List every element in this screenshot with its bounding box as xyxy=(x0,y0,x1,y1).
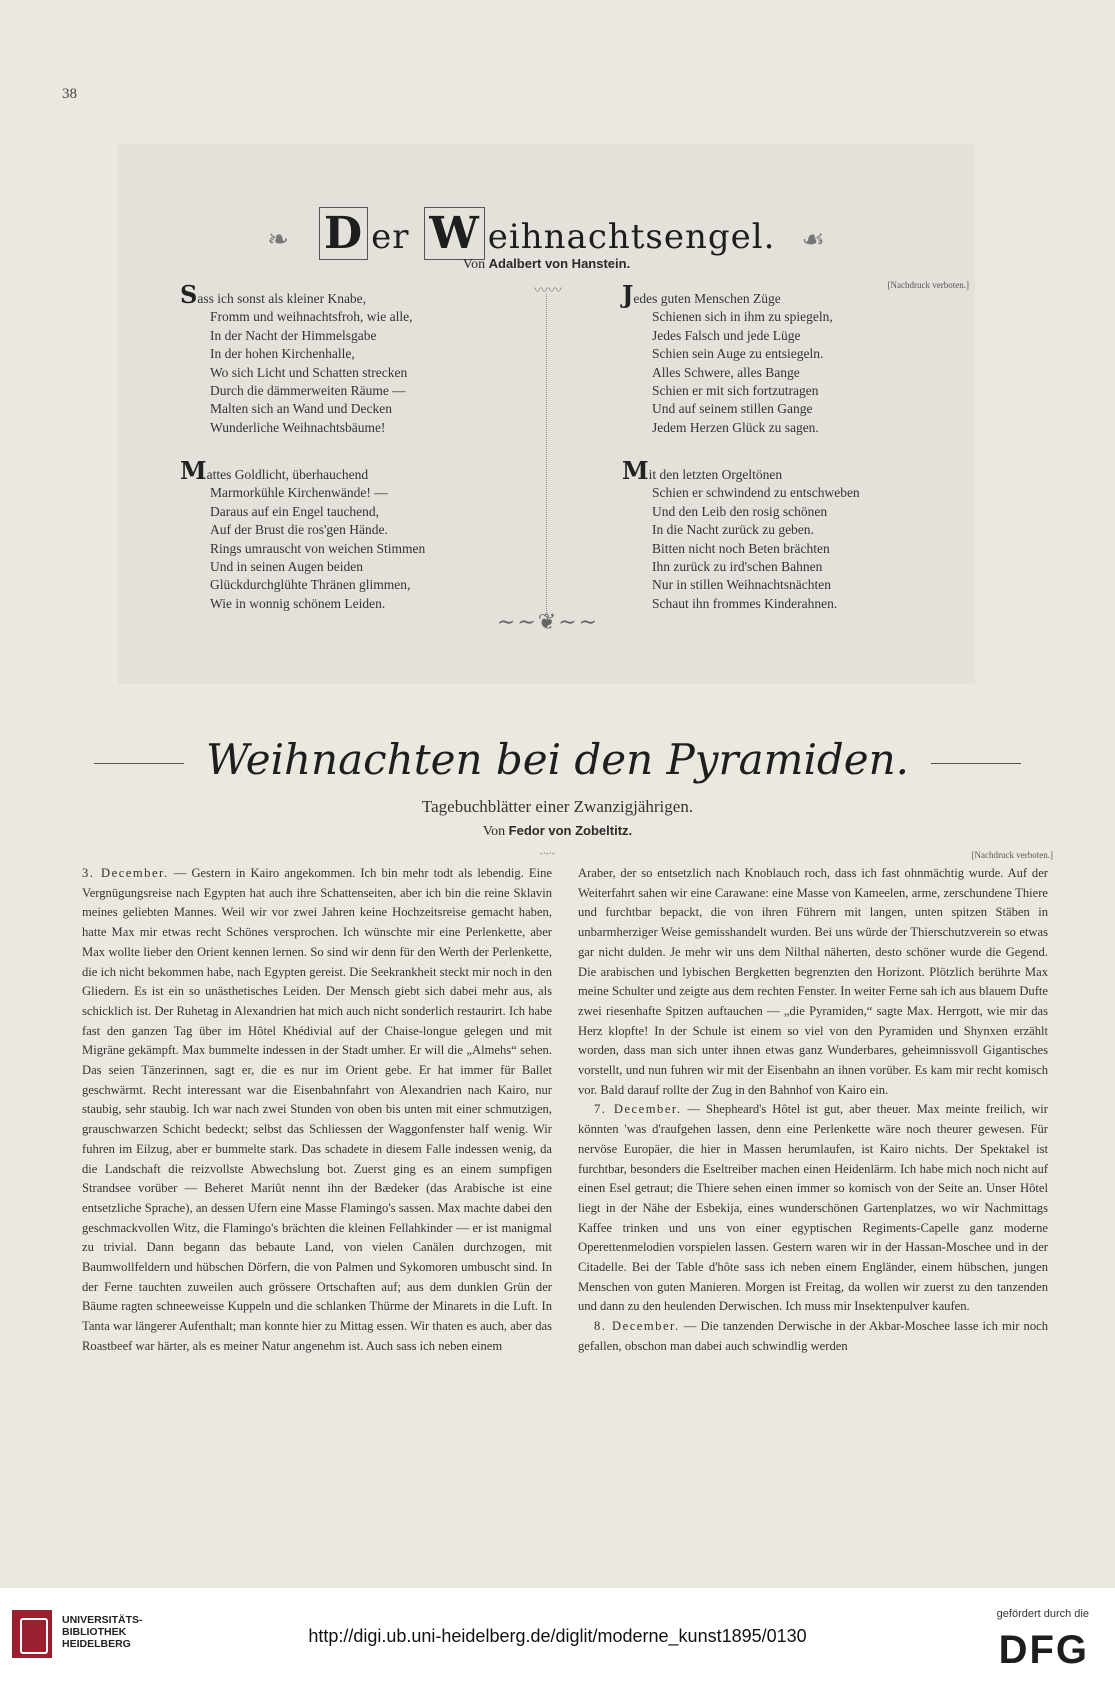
poem-title xyxy=(118,208,975,259)
dropcap: J xyxy=(622,280,634,309)
verse-line: Durch die dämmerweiten Räume — xyxy=(210,383,406,399)
article-title xyxy=(0,735,1115,784)
verse-line: Wo sich Licht und Schatten strecken xyxy=(210,364,408,380)
verse-line: Malten sich an Wand und Decken xyxy=(210,401,392,417)
dfg-logo: DFG xyxy=(998,1628,1089,1672)
article-byline xyxy=(0,823,1115,840)
verse-line: Wie in wonnig schönem Leiden. xyxy=(210,595,386,611)
verse-line: Schien er schwindend zu entschweben xyxy=(652,485,860,501)
stanza-4 xyxy=(622,456,860,613)
verse-line: Wunderliche Weihnachtsbäume! xyxy=(210,419,386,435)
byline-prefix: Von xyxy=(462,257,486,272)
verse-line: Glückdurchglühte Thränen glimmen, xyxy=(210,577,411,593)
byline-prefix: Von xyxy=(482,824,506,839)
verse-line: Bitten nicht noch Beten brächten xyxy=(652,540,830,556)
verse-line: Und auf seinem stillen Gange xyxy=(652,401,813,417)
ornament-right-icon: ☙ xyxy=(801,225,826,255)
verse-line: Daraus auf ein Engel tauchend, xyxy=(210,503,380,519)
title-word-2: eihnachtsengel. xyxy=(487,217,776,257)
verse-line: Nur in stillen Weihnachtsnächten xyxy=(652,577,831,593)
reprint-notice: [Nachdruck verboten.] xyxy=(971,850,1053,860)
column-divider xyxy=(546,294,548,619)
dropcap: M xyxy=(622,456,649,485)
paragraph xyxy=(82,864,552,1357)
article-subtitle: Tagebuchblätter einer Zwanzigjährigen. xyxy=(421,797,694,816)
title-initial-d: D xyxy=(319,207,368,260)
verse-line: Und in seinen Augen beiden xyxy=(210,559,363,575)
flourish-top-icon: 〰〰 xyxy=(534,284,562,299)
verse-line: Jedem Herzen Glück zu sagen. xyxy=(652,419,819,435)
reprint-notice: [Nachdruck verboten.] xyxy=(887,280,969,290)
verse-line: Fromm und weihnachtsfroh, wie alle, xyxy=(210,309,413,325)
flourish-bottom-icon: ∼∼❦∼∼ xyxy=(496,609,600,634)
title-initial-w: W xyxy=(424,207,484,260)
date-heading: 8. December. xyxy=(594,1319,680,1334)
verse-line: Und den Leib den rosig schönen xyxy=(652,503,828,519)
paragraph-text: — Die tanzenden Derwische in der Akbar-Moschee lasse ich mir noch gefallen, obschon man dabei auch schwindlig werden xyxy=(578,1319,1048,1353)
paragraph xyxy=(578,1100,1048,1317)
verse-line: Auf der Brust die ros'gen Hände. xyxy=(210,522,388,538)
verse-line: Alles Schwere, alles Bange xyxy=(652,364,800,380)
digitization-footer xyxy=(0,1588,1115,1684)
date-heading: 7. December. xyxy=(594,1102,682,1117)
article-title-text: Weihnachten bei den Pyramiden. xyxy=(205,735,910,784)
verse-line: Schien er mit sich fortzutragen xyxy=(652,383,819,399)
verse-line: In die Nacht zurück zu geben. xyxy=(652,522,814,538)
paragraph-text: — Shepheard's Hôtel ist gut, aber theuer. Max meinte freilich, wir könnten 'was d'raufgehen lassen, denn eine Perlenkette wäre noch theurer gewesen. Für nervöse Europäer, die hier in Massen herumlaufen, ist Kairo nichts. Der Spektakel ist furchtbar, besonders die Eseltreiber machen einen Heidenlärm. Ich habe mich noch nicht auf einen Esel getraut; die Thiere sehen einen immer so komisch von der Seite an. Unser Hôtel liegt in der Nähe der Esbekija, eines wunderschönen Gartenplatzes, wo wir Nachmittags Kaffee trinken und uns von einer egyptischen Regiments-Capelle ganz moderne Operettenmelodien vorspielen lassen. Gestern waren wir in der Hassan-Moschee und in der Citadelle. Bei der Table d'hôte sass ich neben einem Engländer, einem hübschen, jungen Menschen von guten Manieren. Morgen ist Freitag, da wollen wir zuerst zu den tanzenden und dann zu den heulenden Derwischen. Ich muss mir Insektenpulver kaufen. xyxy=(578,1102,1048,1314)
stanza-3 xyxy=(180,456,426,613)
date-heading: 3. December. xyxy=(82,866,169,880)
dropcap: M xyxy=(180,456,207,485)
verse-line: Schaut ihn frommes Kinderahnen. xyxy=(652,595,838,611)
article-author: Fedor von Zobeltitz. xyxy=(508,823,633,838)
verse-line: Marmorkühle Kirchenwände! — xyxy=(210,485,388,501)
verse-line: In der hohen Kirchenhalle, xyxy=(210,346,355,362)
poem-section xyxy=(118,144,975,684)
article-column-right xyxy=(578,864,1048,1357)
poem-author: Adalbert von Hanstein. xyxy=(488,256,631,271)
poem-byline xyxy=(118,256,975,273)
stanza-1 xyxy=(180,280,413,437)
verse-line: In der Nacht der Himmelsgabe xyxy=(210,327,377,343)
article-column-left xyxy=(82,864,552,1357)
page-number: 38 xyxy=(62,86,77,102)
separator-icon: -·-·- xyxy=(540,848,555,858)
paragraph-text: — Gestern in Kairo angekommen. Ich bin mehr todt als lebendig. Eine Vergnügungsreise nach Egypten hat auch ihre Schattenseiten, aber ich bin die reine Sklavin meines geliebten Mannes. Weil wir vor zwei Jahren keine Hochzeitsreise gemacht haben, hatte Max mir etwas recht Schönes versprochen. Ich wünschte mir eine Perlenkette, aber Max wollte lieber den Orient kennen lernen. So sind wir denn für den Werth der Perlenkette, die ich nicht bekommen habe, nach Egypten gereist. Die Seekrankheit steckt mir noch in den Gliedern. Es ist ein so unästhetisches Leiden. Der Mensch giebt sich dabei mehr aus, als schicklich ist. Der Ruhetag in Alexandrien hat mich auch nicht sonderlich restaurirt. Ich habe fast den ganzen Tag über im Hôtel Khédivial auf der Chaise-longue gelegen und mit Migräne gekämpft. Max bummelte indessen in der Stadt umher. Er will die „Almehs“ sehen. Das seien Tänzerinnen, sagt er, die es nur im Orient gebe. Er hat immer für Ballet geschwärmt. Recht interessant war die Eisenbahnfahrt von Alexandrien nach Kairo, nur staubig, sehr staubig. Ich war nach zwei Stunden von oben bis unten mit einer schmutzigen, grauschwarzen Schicht bedeckt; selbst das Schliessen der Waggonfenster half wenig. Wir fuhren im Eilzug, aber er bummelte stark. Das schadete in diesem Falle indessen wenig, da die Landschaft die reizvollste Abwechslung bot. Zuerst ging es an einem sumpfigen Strandsee vorüber — Beheret Mariût nennt ihn der Bædeker (das Arabische ist eine entsetzliche Sprache), an dessen Ufern eine Masse Flamingo's sassen. Max machte dabei den geschmackvollen Witz, die Flamingo's brächten die kleinen Fellahkinder — er ist manigmal zu trivial. Dann begann das bebaute Land, von vielen Canälen durchzogen, mit Baumwollfeldern und hübschen Dörfern, die von Palmen und Sykomoren umbuscht sind. In der Ferne tauchten zuweilen auch grössere Ortschaften auf; aus dem dunklen Grün der Bäume ragten schneeweisse Kuppeln und die schlanken Thürme der Minarets in die Luft. In Tanta war längerer Aufenthalt; man konnte hier zu Mittag essen. Wir thaten es auch, aber das Roastbeef war härter, als es meiner Natur angenehm ist. Auch sass ich neben einem xyxy=(82,866,552,1353)
paragraph xyxy=(578,1317,1048,1356)
verse-line: Schienen sich in ihm zu spiegeln, xyxy=(652,309,833,325)
funded-by-label: gefördert durch die xyxy=(996,1608,1089,1620)
institution-name: UNIVERSITÄTS- BIBLIOTHEK HEIDELBERG xyxy=(62,1614,143,1650)
title-word-1: er xyxy=(371,217,410,257)
verse-line: attes Goldlicht, überhauchend xyxy=(206,467,369,482)
source-url-link[interactable]: http://digi.ub.uni-heidelberg.de/diglit/moderne_kunst1895/0130 xyxy=(308,1626,807,1646)
paragraph: Araber, der so entsetzlich nach Knoblauch roch, dass ich fast ohnmächtig wurde. Auf der Weiterfahrt sahen wir eine Carawane: eine Masse von Kameelen, arme, zerschundene Thiere und furchtbar bepackt, die von ihren Führern mit langen, unten spitzen Stäben in unbarmherziger Weise gemisshandelt wurden. Bei uns würde der Thierschutzverein so etwas gar nicht dulden. Je mehr wir uns dem Nilthal näherten, desto schöner wurde die Gegend. Die arabischen und lybischen Bergketten begrenzten den Horizont. Plötzlich berührte Max meine Schulter und zeigte aus dem rechten Fenster. In weiter Ferne sah ich aus blauem Dufte zwei riesenhafte Spitzen auftauchen — „die Pyramiden,“ sagte Max. Herrgott, wie mir das Herz klopfte! In der Schule ist einem so viel von den Pyramiden und Shynxen erzählt worden, dass man sich unter ihnen etwas ganz Wunderbares, geheimnissvoll Gigantisches vorstellt, und nun fuhren wir mit der Eisenbahn an ihnen vorüber. Es kam mir recht komisch vor. Bald darauf rollte der Zug in den Bahnhof von Kairo ein. xyxy=(578,866,1048,1097)
title-rule-right xyxy=(931,763,1021,764)
ornament-left-icon: ❧ xyxy=(267,225,290,255)
verse-line: Schien sein Auge zu entsiegeln. xyxy=(652,346,824,362)
verse-line: it den letzten Orgeltönen xyxy=(648,467,783,482)
verse-line: Ihn zurück zu ird'schen Bahnen xyxy=(652,559,823,575)
title-rule-left xyxy=(94,763,184,764)
verse-line: ass ich sonst als kleiner Knabe, xyxy=(197,291,367,306)
stanza-2 xyxy=(622,280,833,437)
verse-line: Rings umrauscht von weichen Stimmen xyxy=(210,540,426,556)
verse-line: Jedes Falsch und jede Lüge xyxy=(652,327,801,343)
verse-line: edes guten Menschen Züge xyxy=(633,291,781,306)
dropcap: S xyxy=(180,280,198,309)
